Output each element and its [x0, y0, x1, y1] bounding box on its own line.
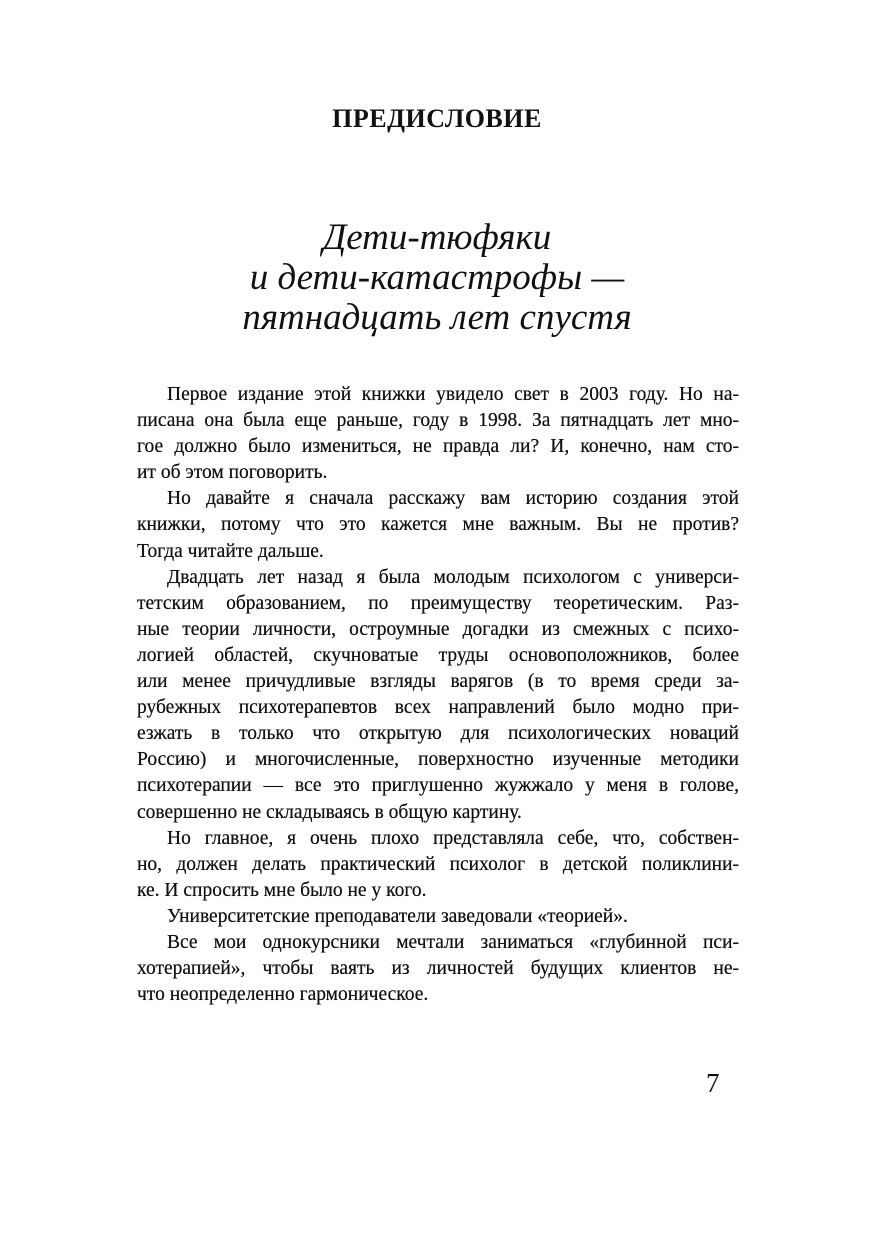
text-line: Двадцать лет назад я была молодым психологом с универси- [167, 566, 739, 588]
body-text [137, 382, 739, 1008]
text-line: писана она была еще раньше, году в 1998. За пятнадцать лет мно- [137, 410, 739, 432]
paragraph [137, 904, 739, 930]
text-line: книжки, потому что это кажется мне важным. Вы не против? [137, 514, 739, 536]
text-line: но, должен делать практический психолог в детской поликлини- [137, 853, 739, 875]
text-line: что неопределенно гармоническое. [137, 984, 429, 1006]
text-line: тетским образованием, по преимуществу теоретическим. Раз- [137, 592, 739, 614]
paragraph [137, 382, 739, 486]
text-line: ке. И спросить мне было не у кого. [137, 879, 427, 901]
subtitle-line: пятнадцать лет спустя [242, 297, 632, 338]
chapter-subtitle [0, 218, 874, 338]
text-line: ные теории личности, остроумные догадки из смежных с психо- [137, 618, 739, 640]
text-line: ит об этом поговорить. [137, 462, 328, 484]
text-line: или менее причудливые взгляды варягов (в то время среди за- [137, 671, 739, 693]
chapter-heading: ПРЕДИСЛОВИЕ [332, 104, 542, 133]
text-line: логией областей, скучноватые труды основоположников, более [137, 644, 739, 666]
subtitle-line: и дети-катастрофы — [249, 257, 625, 298]
text-line: Но главное, я очень плохо представляла себе, что, собствен- [167, 827, 739, 849]
text-line: гое должно было измениться, не правда ли? И, конечно, нам сто- [137, 436, 739, 458]
text-line: езжать в только что открытую для психологических новаций [137, 723, 739, 745]
text-line: хотерапией», чтобы ваять из личностей будущих клиентов не- [137, 958, 739, 980]
subtitle-line: Дети-тюфяки [322, 217, 552, 258]
text-line: Университетские преподаватели заведовали «теорией». [167, 905, 628, 927]
text-line: Россию) и многочисленные, поверхностно изученные методики [137, 749, 739, 771]
text-line: психотерапии — все это приглушенно жужжало у меня в голове, [137, 775, 739, 797]
paragraph [137, 826, 739, 904]
page-number: 7 [706, 1068, 720, 1098]
paragraph [137, 930, 739, 1008]
text-line: совершенно не складываясь в общую картину. [137, 801, 522, 823]
text-line: Все мои однокурсники мечтали заниматься «глубинной пси- [167, 931, 739, 953]
paragraph [137, 565, 739, 826]
text-line: Первое издание этой книжки увидело свет в 2003 году. Но на- [167, 384, 739, 405]
paragraph [137, 486, 739, 564]
text-line: рубежных психотерапевтов всех направлений было модно при- [137, 697, 739, 719]
text-line: Тогда читайте дальше. [137, 540, 324, 562]
text-line: Но давайте я сначала расскажу вам историю создания этой [167, 488, 739, 510]
